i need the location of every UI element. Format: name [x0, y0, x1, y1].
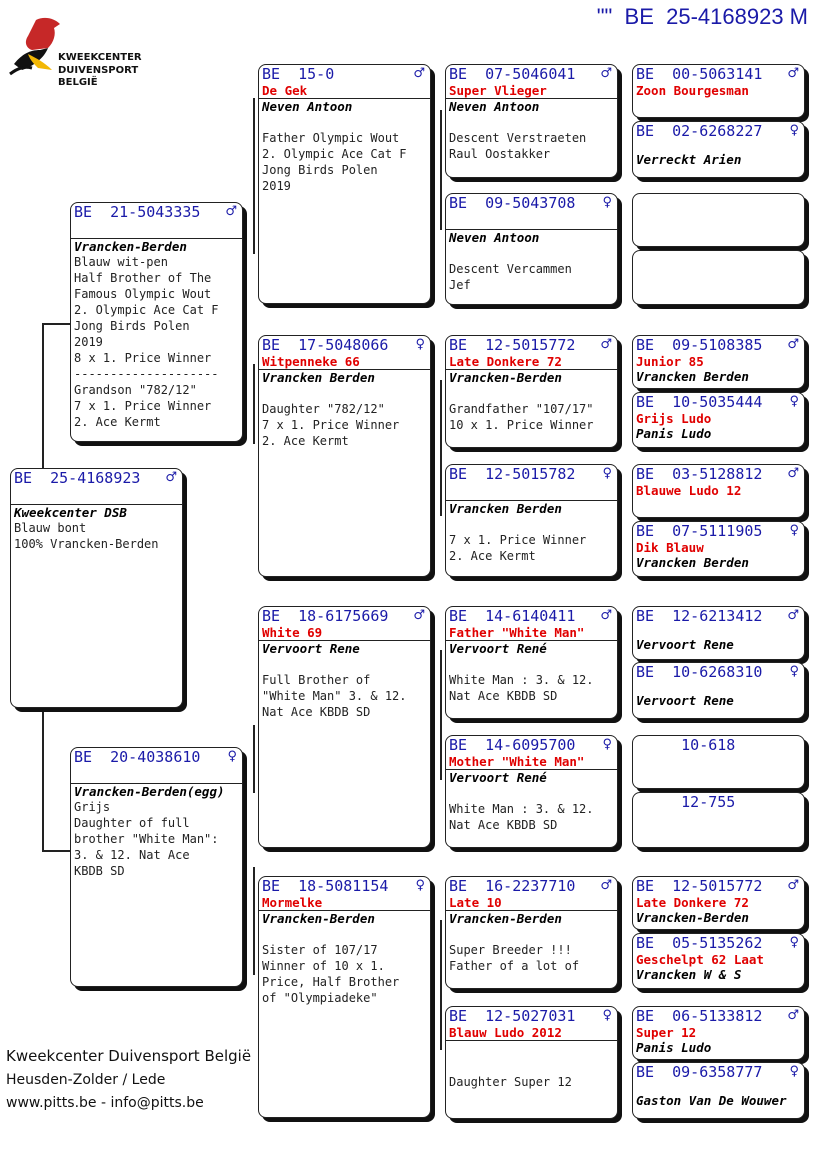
description-line: Father Olympic Wout: [262, 131, 400, 145]
owner: Neven Antoon: [259, 98, 430, 114]
female-sex-icon: ♀: [789, 1064, 799, 1079]
pigeon-name: Late Donkere 72: [449, 355, 562, 369]
description-line: 2019: [262, 179, 291, 193]
ring-number: BE 09-5108385: [636, 336, 763, 354]
ring-number: BE 21-5043335: [74, 203, 201, 221]
owner: Vrancken Berden: [446, 500, 617, 516]
pigeon-name: Late Donkere 72: [636, 896, 749, 910]
pigeon-card-ffm[interactable]: [445, 193, 618, 305]
description-line: 7 x 1. Price Winner: [262, 418, 400, 432]
description-line: "White Man" 3. & 12.: [262, 689, 407, 703]
ring-number: 12-755: [636, 793, 736, 811]
pigeon-card-mother[interactable]: [70, 747, 243, 987]
male-sex-icon: ♂: [787, 1008, 799, 1023]
logo-line-2: DUIVENSPORT BELGIË: [58, 65, 139, 88]
description-line: White Man : 3. & 12.: [449, 673, 594, 687]
description-line: Winner of 10 x 1.: [262, 959, 385, 973]
pigeon-card-fff[interactable]: [445, 64, 618, 178]
description-line: Jong Birds Polen: [262, 163, 378, 177]
pigeon-card-fmmm[interactable]: [632, 521, 805, 577]
owner: Vrancken W & S: [636, 967, 742, 982]
pigeon-card-mfff[interactable]: [632, 606, 805, 660]
male-sex-icon: ♂: [600, 878, 612, 893]
connector-line: [440, 650, 442, 780]
description-line: Grijs: [74, 800, 111, 814]
description-line: KBDB SD: [74, 864, 125, 878]
owner: Vervoort René: [446, 769, 617, 785]
owner: Vervoort René: [446, 640, 617, 656]
description-line: 100% Vrancken-Berden: [14, 537, 159, 551]
female-sex-icon: ♀: [415, 337, 425, 352]
pigeon-name: Zoon Bourgesman: [636, 84, 749, 98]
owner: Vrancken-Berden: [259, 910, 430, 926]
pigeon-card-mfmf[interactable]: [632, 735, 805, 789]
ring-number: BE 09-5043708: [449, 194, 576, 212]
connector-line: [253, 725, 255, 793]
ring-number: BE 07-5046041: [449, 65, 576, 83]
ring-number: BE 10-6268310: [636, 663, 763, 681]
ring-number: BE 12-5015772: [636, 877, 763, 895]
pigeon-card-mmmf[interactable]: [632, 1006, 805, 1060]
connector-line: [253, 364, 255, 444]
connector-line: [440, 110, 442, 230]
ring-number: BE 12-5015782: [449, 465, 576, 483]
description-line: Descent Vercammen: [449, 262, 572, 276]
logo: [8, 14, 178, 88]
pigeon-card-fmmf[interactable]: [632, 464, 805, 518]
pigeon-card-empty[interactable]: [632, 193, 805, 247]
description-line: Grandfather "107/17": [449, 402, 594, 416]
male-sex-icon: ♂: [787, 66, 799, 81]
connector-line: [440, 920, 442, 1050]
pigeon-name: Mormelke: [262, 896, 323, 910]
pigeon-card-mffm[interactable]: [632, 662, 805, 719]
pigeon-name: Grijs Ludo: [636, 412, 712, 426]
owner: Vrancken Berden: [636, 555, 749, 570]
description-line: Daughter of full: [74, 816, 190, 830]
male-sex-icon: ♂: [600, 66, 612, 81]
pigeon-card-mmff[interactable]: [632, 876, 805, 930]
female-sex-icon: ♀: [602, 737, 612, 752]
connector-line: [42, 323, 44, 470]
ring-number: BE 03-5128812: [636, 465, 763, 483]
ring-number: BE 06-5133812: [636, 1007, 763, 1025]
pigeon-name: Blauw Ludo 2012: [449, 1026, 562, 1040]
connector-line: [42, 710, 44, 852]
pigeon-card-empty[interactable]: [632, 250, 805, 305]
pigeon-name: Super Vlieger: [449, 84, 547, 98]
description-line: Sister of 107/17: [262, 943, 378, 957]
description-line: 2. Ace Kermt: [449, 549, 536, 563]
description-line: 2. Ace Kermt: [262, 434, 349, 448]
description-line: Jef: [449, 278, 471, 292]
owner: Vrancken Berden: [636, 369, 749, 384]
description-line: Jong Birds Polen: [74, 319, 190, 333]
female-sex-icon: ♀: [602, 1008, 612, 1023]
owner: Vervoort Rene: [636, 637, 734, 652]
pigeon-card-ffff[interactable]: [632, 64, 805, 118]
ring-number: BE 14-6095700: [449, 736, 576, 754]
pigeon-card-father[interactable]: [70, 202, 243, 442]
female-sex-icon: ♀: [227, 749, 237, 764]
pigeon-card-fm[interactable]: [258, 335, 431, 577]
pigeon-card-fmfm[interactable]: [632, 392, 805, 448]
description-line: 2. Olympic Ace Cat F: [74, 303, 219, 317]
description-line: 10 x 1. Price Winner: [449, 418, 594, 432]
male-sex-icon: ♂: [165, 470, 177, 485]
owner: Vervoort Rene: [636, 693, 734, 708]
description-line: Raul Oostakker: [449, 147, 551, 161]
male-sex-icon: ♂: [787, 878, 799, 893]
connector-line: [440, 380, 442, 516]
pigeon-card-ff[interactable]: [258, 64, 431, 304]
ring-number: BE 15-0: [262, 65, 335, 83]
ring-number: BE 20-4038610: [74, 748, 201, 766]
description-line: 8 x 1. Price Winner: [74, 351, 212, 365]
description-line: of "Olympiadeke": [262, 991, 378, 1005]
owner: Neven Antoon: [446, 229, 617, 245]
description-line: 2. Ace Kermt: [74, 415, 161, 429]
ring-number: BE 18-5081154: [262, 877, 389, 895]
pigeon-card-mfmm[interactable]: [632, 792, 805, 848]
owner: Vrancken-Berden(egg): [71, 783, 242, 799]
pigeon-card-subject[interactable]: [10, 468, 183, 708]
description-line: 7 x 1. Price Winner: [449, 533, 587, 547]
description-line: Famous Olympic Wout: [74, 287, 212, 301]
owner: Verreckt Arien: [636, 152, 742, 167]
description-line: Father of a lot of: [449, 959, 580, 973]
description-line: White Man : 3. & 12.: [449, 802, 594, 816]
connector-line: [253, 98, 255, 254]
ring-number: BE 05-5135262: [636, 934, 763, 952]
description-line: Full Brother of: [262, 673, 371, 687]
description-line: Blauw wit-pen: [74, 255, 168, 269]
pigeon-card-fmff[interactable]: [632, 335, 805, 389]
ring-number: BE 16-2237710: [449, 877, 576, 895]
logo-line-1: KWEEKCENTER: [58, 52, 142, 63]
description-line: Daughter Super 12: [449, 1075, 572, 1089]
description-line: brother "White Man":: [74, 832, 219, 846]
pigeon-name: Father "White Man": [449, 626, 585, 640]
owner: Neven Antoon: [446, 98, 617, 114]
female-sex-icon: ♀: [602, 466, 612, 481]
description-line: Blauw bont: [14, 521, 87, 535]
ring-number: BE 09-6358777: [636, 1063, 763, 1081]
pigeon-name: Super 12: [636, 1026, 697, 1040]
description-line: Price, Half Brother: [262, 975, 400, 989]
pigeon-card-fffm[interactable]: [632, 121, 805, 178]
pigeon-card-mmmm[interactable]: [632, 1062, 805, 1119]
pigeon-card-mm[interactable]: [258, 876, 431, 1118]
male-sex-icon: ♂: [600, 608, 612, 623]
ring-number: BE 14-6140411: [449, 607, 576, 625]
owner: Vrancken-Berden: [446, 369, 617, 385]
female-sex-icon: ♀: [415, 878, 425, 893]
male-sex-icon: ♂: [787, 337, 799, 352]
owner: Vervoort Rene: [259, 640, 430, 656]
female-sex-icon: ♀: [789, 394, 799, 409]
female-sex-icon: ♀: [789, 935, 799, 950]
ring-number: BE 17-5048066: [262, 336, 389, 354]
description-line: Daughter "782/12": [262, 402, 385, 416]
description-line: Grandson "782/12": [74, 383, 197, 397]
pigeon-card-mmf[interactable]: [445, 876, 618, 989]
owner: Vrancken Berden: [259, 369, 430, 385]
pigeon-name: De Gek: [262, 84, 308, 98]
pigeon-name: Blauwe Ludo 12: [636, 484, 742, 498]
female-sex-icon: ♀: [789, 664, 799, 679]
description-line: Half Brother of The: [74, 271, 212, 285]
female-sex-icon: ♀: [602, 195, 612, 210]
male-sex-icon: ♂: [600, 337, 612, 352]
description-line: Descent Verstraeten: [449, 131, 587, 145]
ring-number: BE 10-5035444: [636, 393, 763, 411]
pigeon-card-mmfm[interactable]: [632, 933, 805, 989]
male-sex-icon: ♂: [225, 204, 237, 219]
description-line: 2019: [74, 335, 103, 349]
ring-number: BE 18-6175669: [262, 607, 389, 625]
pigeon-name: White 69: [262, 626, 323, 640]
description-line: Nat Ace KBDB SD: [262, 705, 371, 719]
footer-contact: www.pitts.be - info@pitts.be: [6, 1095, 204, 1111]
ring-number: BE 25-4168923: [14, 469, 141, 487]
description-line: Super Breeder !!!: [449, 943, 572, 957]
ring-number: BE 02-6268227: [636, 122, 763, 140]
connector-line: [42, 323, 70, 325]
description-line: 7 x 1. Price Winner: [74, 399, 212, 413]
footer-location: Heusden-Zolder / Lede: [6, 1072, 166, 1088]
male-sex-icon: ♂: [413, 608, 425, 623]
connector-line: [42, 850, 70, 852]
pigeon-card-mfm[interactable]: [445, 735, 618, 848]
owner: Kweekcenter DSB: [11, 504, 182, 520]
pigeon-card-fmm[interactable]: [445, 464, 618, 577]
description-line: 3. & 12. Nat Ace: [74, 848, 190, 862]
pigeon-name: Geschelpt 62 Laat: [636, 953, 764, 967]
female-sex-icon: ♀: [789, 523, 799, 538]
male-sex-icon: ♂: [413, 66, 425, 81]
footer-company: Kweekcenter Duivensport België: [6, 1047, 252, 1065]
owner: Vrancken-Berden: [446, 910, 617, 926]
connector-line: [253, 867, 255, 975]
description-line: Nat Ace KBDB SD: [449, 689, 558, 703]
ring-number: 10-618: [636, 736, 736, 754]
ring-number: BE 12-6213412: [636, 607, 763, 625]
description-line: 2. Olympic Ace Cat F: [262, 147, 407, 161]
male-sex-icon: ♂: [787, 608, 799, 623]
male-sex-icon: ♂: [787, 466, 799, 481]
pigeon-name: Mother "White Man": [449, 755, 585, 769]
owner: Vrancken-Berden: [71, 238, 242, 254]
pigeon-name: Late 10: [449, 896, 502, 910]
female-sex-icon: ♀: [789, 123, 799, 138]
pigeon-card-mff[interactable]: [445, 606, 618, 719]
pigeon-card-mf[interactable]: [258, 606, 431, 848]
ring-number: BE 12-5015772: [449, 336, 576, 354]
description-line: Nat Ace KBDB SD: [449, 818, 558, 832]
owner: Gaston Van De Wouwer: [636, 1093, 787, 1108]
pedigree-title: "" BE 25-4168923 M: [596, 4, 808, 29]
pigeon-name: Witpenneke 66: [262, 355, 360, 369]
ring-number: BE 00-5063141: [636, 65, 763, 83]
description-line: --------------------: [74, 367, 219, 381]
ring-number: BE 12-5027031: [449, 1007, 576, 1025]
owner: Panis Ludo: [636, 426, 712, 441]
pigeon-card-fmf[interactable]: [445, 335, 618, 448]
pigeon-name: Junior 85: [636, 355, 704, 369]
ring-number: BE 07-5111905: [636, 522, 763, 540]
pigeon-name: Dik Blauw: [636, 541, 704, 555]
pigeon-card-mmm[interactable]: [445, 1006, 618, 1119]
owner: Vrancken-Berden: [636, 910, 749, 925]
owner: Panis Ludo: [636, 1040, 712, 1055]
